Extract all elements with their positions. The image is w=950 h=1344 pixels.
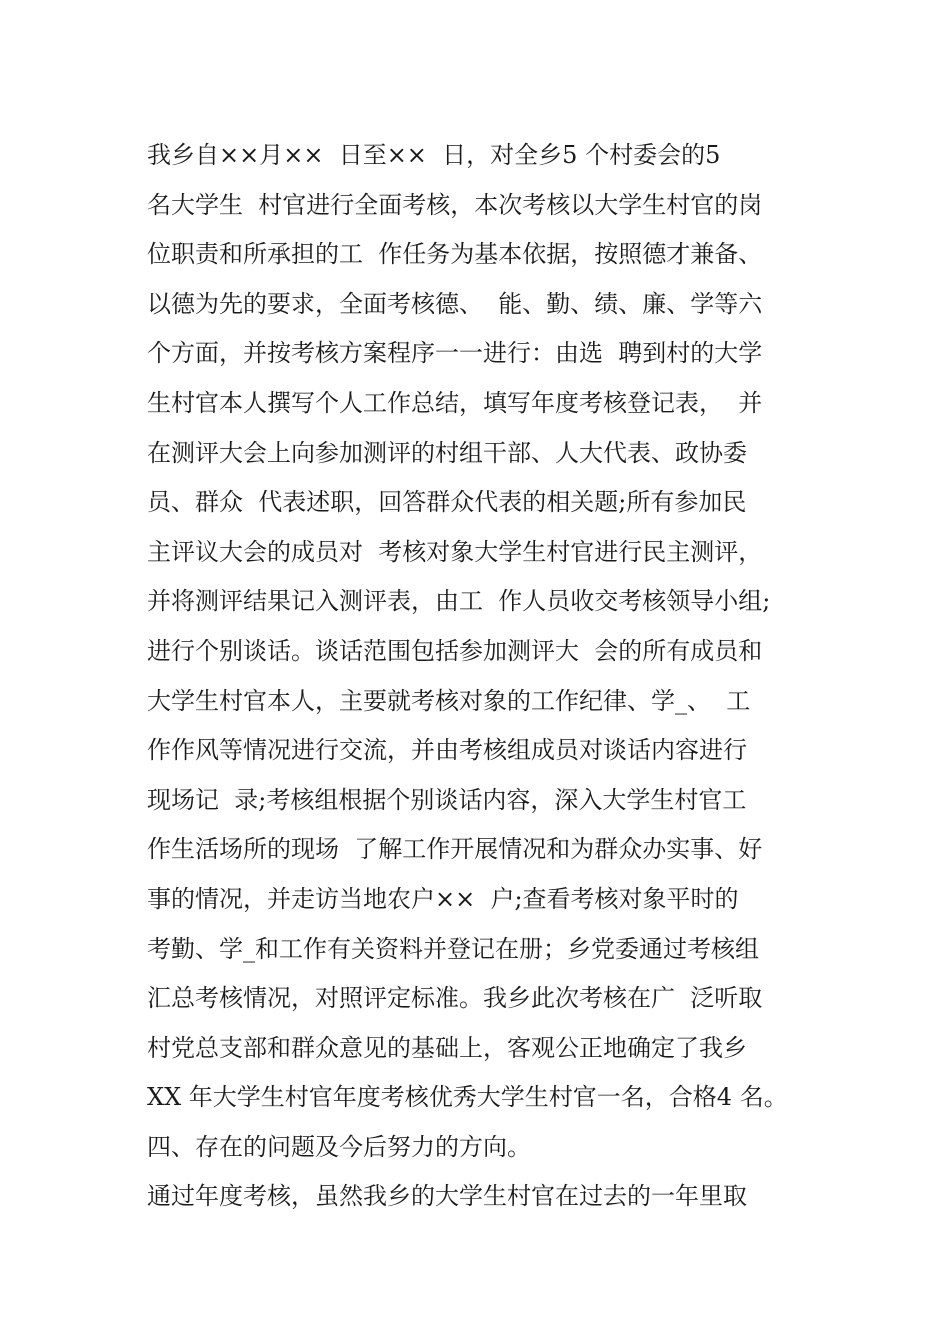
text-line: 并将测评结果记入测评表，由工 作人员收交考核领导小组; [147,587,771,616]
text-line: 位职责和所承担的工 作任务为基本依据，按照德才兼备、 [147,240,763,269]
text-line: XX 年大学生村官年度考核优秀大学生村官一名，合格4 名。 [147,1083,788,1112]
text-line: 以德为先的要求，全面考核德、 能、勤、绩、廉、学等六 [147,289,763,318]
text-line: 生村官本人撰写个人工作总结，填写年度考核登记表， 并 [147,388,763,417]
text-line: 员、群众 代表述职，回答群众代表的相关题;所有参加民 [147,488,747,517]
body-text [147,131,827,1222]
text-line: 汇总考核情况，对照评定标准。我乡此次考核在广 泛听取 [147,984,763,1013]
text-line: 我乡自××月×× 日至×× 日，对全乡5 个村委会的5 [147,141,721,169]
text-line: 主评议大会的成员对 考核对象大学生村官进行民主测评， [147,537,763,566]
text-line: 事的情况，并走访当地农户×× 户;查看考核对象平时的 [147,884,739,913]
text-line: 在测评大会上向参加测评的村组干部、人大代表、政协委 [147,438,747,467]
text-line: 作作风等情况进行交流，并由考核组成员对谈话内容进行 [147,736,747,765]
section-heading: 四、存在的问题及今后努力的方向。 [147,1132,531,1161]
text-line: 村党总支部和群众意见的基础上，客观公正地确定了我乡 [147,1033,747,1062]
text-line: 作生活场所的现场 了解工作开展情况和为群众办实事、好 [147,835,763,864]
text-line: 进行个别谈话。谈话范围包括参加测评大 会的所有成员和 [147,636,763,665]
text-line: 现场记 录;考核组根据个别谈话内容，深入大学生村官工 [147,785,747,814]
text-line: 考勤、学_和工作有关资料并登记在册；乡党委通过考核组 [147,934,759,963]
text-line: 大学生村官本人，主要就考核对象的工作纪律、学_、 工 [147,686,751,715]
text-line: 个方面，并按考核方案程序一一进行：由选 聘到村的大学 [147,339,763,368]
text-line: 通过年度考核，虽然我乡的大学生村官在过去的一年里取 [147,1182,747,1211]
text-line: 名大学生 村官进行全面考核，本次考核以大学生村官的岗 [147,190,763,219]
